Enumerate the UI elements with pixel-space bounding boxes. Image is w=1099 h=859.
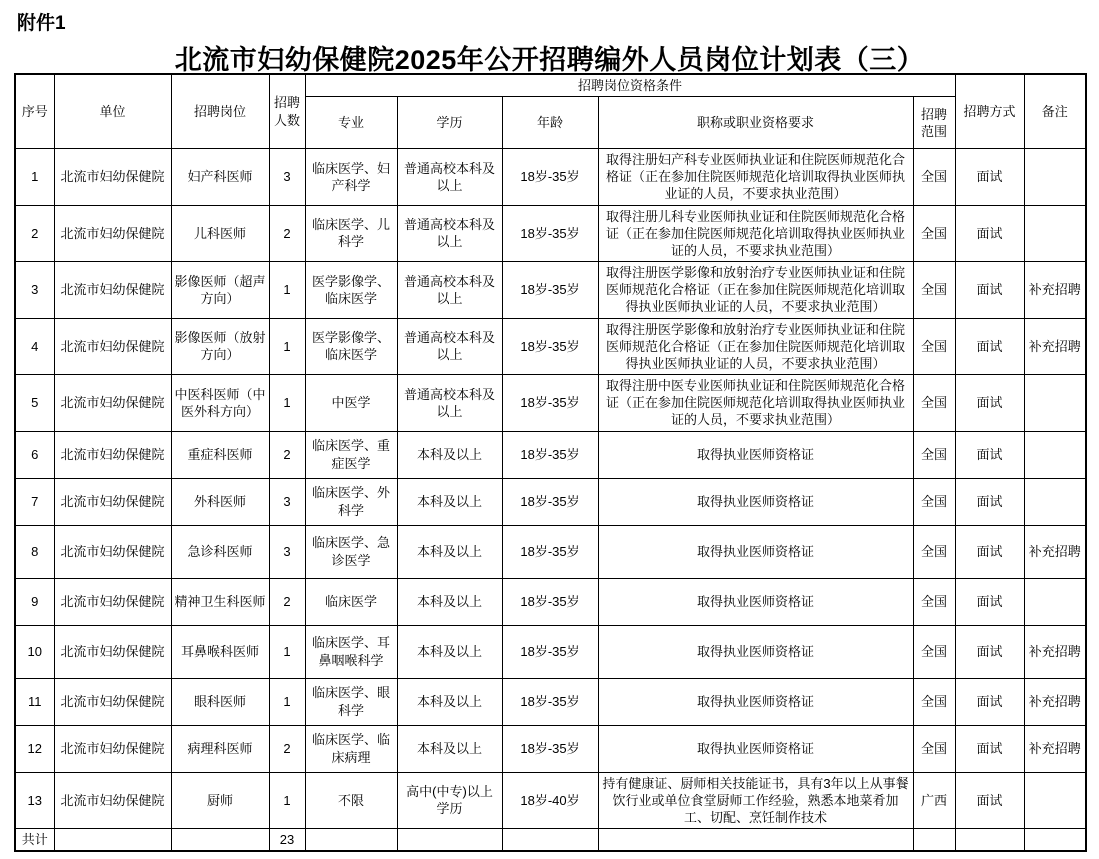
cell-unit: 北流市妇幼保健院	[54, 431, 171, 478]
cell-count: 1	[269, 318, 305, 374]
cell-major: 临床医学	[305, 578, 397, 625]
table-row	[15, 678, 1086, 725]
cell-no: 4	[15, 318, 54, 374]
cell-count: 2	[269, 725, 305, 772]
cell-unit: 北流市妇幼保健院	[54, 149, 171, 205]
cell-major: 不限	[305, 772, 397, 828]
cell-major: 医学影像学、临床医学	[305, 318, 397, 374]
cell-education: 普通高校本科及以上	[397, 149, 502, 205]
cell-unit: 北流市妇幼保健院	[54, 678, 171, 725]
cell-scope	[913, 828, 955, 851]
cell-method: 面试	[955, 725, 1024, 772]
header-qualification-group: 招聘岗位资格条件	[305, 74, 955, 97]
cell-position	[171, 828, 269, 851]
cell-no: 6	[15, 431, 54, 478]
cell-requirement: 取得注册医学影像和放射治疗专业医师执业证和住院医师规范化合格证（正在参加住院医师规范化培训取得执业医师执业证的人员，不要求执业范围）	[598, 318, 913, 374]
cell-position: 急诊科医师	[171, 525, 269, 578]
cell-education: 本科及以上	[397, 525, 502, 578]
cell-age: 18岁-35岁	[502, 431, 598, 478]
cell-education: 普通高校本科及以上	[397, 262, 502, 318]
cell-position: 外科医师	[171, 478, 269, 525]
cell-position: 儿科医师	[171, 205, 269, 261]
cell-method: 面试	[955, 625, 1024, 678]
cell-count: 1	[269, 678, 305, 725]
cell-unit: 北流市妇幼保健院	[54, 205, 171, 261]
cell-age: 18岁-35岁	[502, 678, 598, 725]
cell-count: 2	[269, 431, 305, 478]
cell-major: 临床医学、临床病理	[305, 725, 397, 772]
cell-major: 临床医学、急诊医学	[305, 525, 397, 578]
cell-scope: 全国	[913, 578, 955, 625]
table-header	[15, 74, 1086, 149]
cell-major: 中医学	[305, 375, 397, 431]
cell-major: 临床医学、耳鼻咽喉科学	[305, 625, 397, 678]
cell-remark	[1024, 431, 1086, 478]
cell-position: 病理科医师	[171, 725, 269, 772]
cell-requirement: 持有健康证、厨师相关技能证书，具有3年以上从事餐饮行业或单位食堂厨师工作经验，熟悉本地菜肴加工、切配、烹饪制作技术	[598, 772, 913, 828]
cell-scope: 全国	[913, 525, 955, 578]
cell-education: 本科及以上	[397, 625, 502, 678]
cell-requirement: 取得执业医师资格证	[598, 725, 913, 772]
cell-remark: 补充招聘	[1024, 625, 1086, 678]
total-label: 共计	[15, 828, 54, 851]
table-row	[15, 431, 1086, 478]
cell-unit: 北流市妇幼保健院	[54, 375, 171, 431]
cell-position: 厨师	[171, 772, 269, 828]
cell-unit: 北流市妇幼保健院	[54, 578, 171, 625]
table-row	[15, 262, 1086, 318]
cell-age: 18岁-35岁	[502, 262, 598, 318]
cell-age: 18岁-35岁	[502, 478, 598, 525]
cell-education: 本科及以上	[397, 431, 502, 478]
cell-scope: 全国	[913, 678, 955, 725]
cell-requirement: 取得执业医师资格证	[598, 578, 913, 625]
cell-requirement: 取得执业医师资格证	[598, 625, 913, 678]
table-row	[15, 478, 1086, 525]
cell-remark	[1024, 828, 1086, 851]
cell-position: 精神卫生科医师	[171, 578, 269, 625]
cell-education	[397, 828, 502, 851]
cell-no: 2	[15, 205, 54, 261]
cell-count: 1	[269, 262, 305, 318]
header-serial: 序号	[15, 74, 54, 149]
cell-remark	[1024, 149, 1086, 205]
table-row	[15, 318, 1086, 374]
cell-remark	[1024, 478, 1086, 525]
cell-position: 影像医师（超声方向）	[171, 262, 269, 318]
cell-position: 重症科医师	[171, 431, 269, 478]
cell-method: 面试	[955, 678, 1024, 725]
cell-scope: 全国	[913, 205, 955, 261]
cell-scope: 全国	[913, 725, 955, 772]
header-position: 招聘岗位	[171, 74, 269, 149]
table-body	[15, 149, 1086, 829]
cell-major: 临床医学、儿科学	[305, 205, 397, 261]
cell-method: 面试	[955, 205, 1024, 261]
header-requirement: 职称或职业资格要求	[598, 97, 913, 149]
table-row	[15, 578, 1086, 625]
cell-remark	[1024, 772, 1086, 828]
cell-unit: 北流市妇幼保健院	[54, 318, 171, 374]
cell-education: 普通高校本科及以上	[397, 205, 502, 261]
cell-age: 18岁-35岁	[502, 205, 598, 261]
cell-remark: 补充招聘	[1024, 262, 1086, 318]
cell-requirement: 取得执业医师资格证	[598, 431, 913, 478]
cell-unit: 北流市妇幼保健院	[54, 772, 171, 828]
cell-education: 高中(中专)以上学历	[397, 772, 502, 828]
cell-method: 面试	[955, 431, 1024, 478]
cell-no: 1	[15, 149, 54, 205]
cell-remark	[1024, 375, 1086, 431]
cell-count: 2	[269, 578, 305, 625]
cell-scope: 全国	[913, 262, 955, 318]
cell-requirement: 取得执业医师资格证	[598, 678, 913, 725]
cell-scope: 全国	[913, 478, 955, 525]
cell-method	[955, 828, 1024, 851]
cell-count: 3	[269, 478, 305, 525]
table-row	[15, 149, 1086, 205]
cell-no: 12	[15, 725, 54, 772]
cell-education: 本科及以上	[397, 678, 502, 725]
table-row	[15, 205, 1086, 261]
cell-unit: 北流市妇幼保健院	[54, 725, 171, 772]
cell-method: 面试	[955, 318, 1024, 374]
cell-requirement: 取得注册医学影像和放射治疗专业医师执业证和住院医师规范化合格证（正在参加住院医师规范化培训取得执业医师执业证的人员，不要求执业范围）	[598, 262, 913, 318]
cell-age: 18岁-35岁	[502, 375, 598, 431]
cell-requirement: 取得注册儿科专业医师执业证和住院医师规范化合格证（正在参加住院医师规范化培训取得执业医师执业证的人员，不要求执业范围）	[598, 205, 913, 261]
cell-no: 10	[15, 625, 54, 678]
header-unit: 单位	[54, 74, 171, 149]
cell-count: 1	[269, 375, 305, 431]
cell-method: 面试	[955, 578, 1024, 625]
cell-unit: 北流市妇幼保健院	[54, 478, 171, 525]
cell-no: 7	[15, 478, 54, 525]
cell-remark: 补充招聘	[1024, 318, 1086, 374]
cell-education: 本科及以上	[397, 578, 502, 625]
cell-count: 3	[269, 525, 305, 578]
cell-count: 3	[269, 149, 305, 205]
cell-position: 中医科医师（中医外科方向）	[171, 375, 269, 431]
header-age: 年龄	[502, 97, 598, 149]
header-method: 招聘方式	[955, 74, 1024, 149]
total-count: 23	[269, 828, 305, 851]
header-education: 学历	[397, 97, 502, 149]
total-row	[15, 828, 1086, 851]
cell-remark: 补充招聘	[1024, 678, 1086, 725]
cell-age: 18岁-35岁	[502, 318, 598, 374]
cell-method: 面试	[955, 149, 1024, 205]
cell-age: 18岁-35岁	[502, 625, 598, 678]
cell-position: 影像医师（放射方向）	[171, 318, 269, 374]
cell-age: 18岁-35岁	[502, 578, 598, 625]
cell-age: 18岁-35岁	[502, 725, 598, 772]
cell-scope: 全国	[913, 318, 955, 374]
cell-requirement: 取得注册中医专业医师执业证和住院医师规范化合格证（正在参加住院医师规范化培训取得执业医师执业证的人员，不要求执业范围）	[598, 375, 913, 431]
cell-method: 面试	[955, 262, 1024, 318]
cell-scope: 全国	[913, 375, 955, 431]
cell-major: 临床医学、外科学	[305, 478, 397, 525]
cell-major: 临床医学、眼科学	[305, 678, 397, 725]
cell-requirement: 取得执业医师资格证	[598, 478, 913, 525]
table-row	[15, 725, 1086, 772]
cell-age	[502, 828, 598, 851]
cell-remark: 补充招聘	[1024, 725, 1086, 772]
cell-remark: 补充招聘	[1024, 525, 1086, 578]
cell-position: 耳鼻喉科医师	[171, 625, 269, 678]
cell-scope: 全国	[913, 149, 955, 205]
cell-method: 面试	[955, 375, 1024, 431]
cell-requirement: 取得注册妇产科专业医师执业证和住院医师规范化合格证（正在参加住院医师规范化培训取得执业医师执业证的人员，不要求执业范围）	[598, 149, 913, 205]
cell-scope: 全国	[913, 625, 955, 678]
cell-age: 18岁-40岁	[502, 772, 598, 828]
cell-age: 18岁-35岁	[502, 149, 598, 205]
cell-count: 2	[269, 205, 305, 261]
cell-major	[305, 828, 397, 851]
cell-remark	[1024, 578, 1086, 625]
table-row	[15, 625, 1086, 678]
cell-no: 11	[15, 678, 54, 725]
cell-position: 妇产科医师	[171, 149, 269, 205]
table-row	[15, 525, 1086, 578]
cell-method: 面试	[955, 478, 1024, 525]
cell-major: 医学影像学、临床医学	[305, 262, 397, 318]
cell-remark	[1024, 205, 1086, 261]
cell-unit: 北流市妇幼保健院	[54, 525, 171, 578]
cell-unit: 北流市妇幼保健院	[54, 262, 171, 318]
table-row	[15, 375, 1086, 431]
cell-education: 普通高校本科及以上	[397, 318, 502, 374]
header-remark: 备注	[1024, 74, 1086, 149]
attachment-label: 附件1	[17, 13, 66, 34]
page-title: 北流市妇幼保健院2025年公开招聘编外人员岗位计划表（三）	[174, 45, 925, 75]
cell-position: 眼科医师	[171, 678, 269, 725]
header-scope: 招聘范围	[913, 97, 955, 149]
header-count: 招聘人数	[269, 74, 305, 149]
cell-requirement	[598, 828, 913, 851]
cell-major: 临床医学、妇产科学	[305, 149, 397, 205]
cell-education: 普通高校本科及以上	[397, 375, 502, 431]
cell-unit	[54, 828, 171, 851]
cell-unit: 北流市妇幼保健院	[54, 625, 171, 678]
cell-education: 本科及以上	[397, 725, 502, 772]
cell-method: 面试	[955, 525, 1024, 578]
cell-no: 3	[15, 262, 54, 318]
cell-education: 本科及以上	[397, 478, 502, 525]
cell-no: 13	[15, 772, 54, 828]
cell-scope: 广西	[913, 772, 955, 828]
recruitment-plan-table	[14, 73, 1087, 852]
header-major: 专业	[305, 97, 397, 149]
cell-no: 9	[15, 578, 54, 625]
cell-count: 1	[269, 625, 305, 678]
cell-count: 1	[269, 772, 305, 828]
cell-method: 面试	[955, 772, 1024, 828]
cell-age: 18岁-35岁	[502, 525, 598, 578]
cell-scope: 全国	[913, 431, 955, 478]
table-row	[15, 772, 1086, 828]
cell-requirement: 取得执业医师资格证	[598, 525, 913, 578]
cell-major: 临床医学、重症医学	[305, 431, 397, 478]
cell-no: 8	[15, 525, 54, 578]
cell-no: 5	[15, 375, 54, 431]
